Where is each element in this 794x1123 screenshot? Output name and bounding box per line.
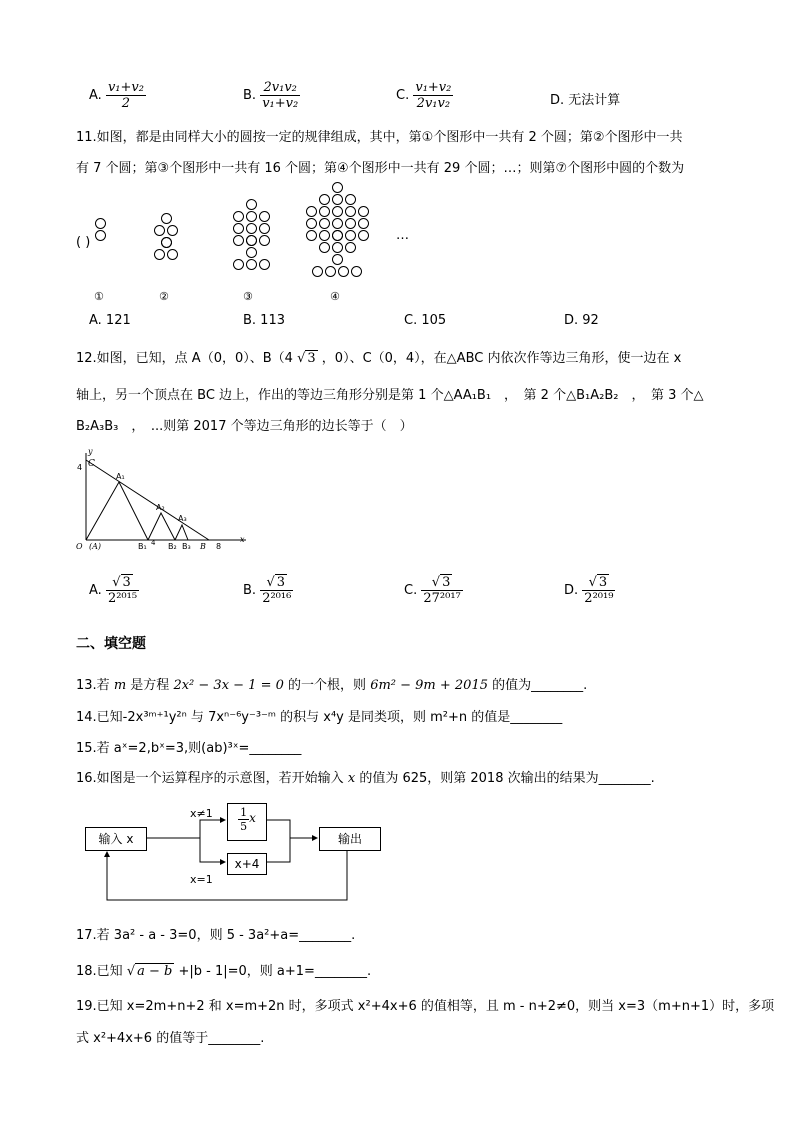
q11-line1: 11.如图，都是由同样大小的圆按一定的规律组成，其中，第①个图形中一共有 2 个圆；第②个图形中一共: [76, 130, 683, 145]
fraction: [238, 806, 249, 833]
q11-answer-paren: ( ): [76, 235, 91, 250]
label-b3: B₃: [182, 542, 191, 551]
q12-line3: B₂A₃B₃ ， ...则第 2017 个等边三角形的边长等于（ ）: [76, 419, 413, 434]
q12-text-b: ，0）、C（0，4），在△ABC 内依次作等边三角形，使一边在 x: [321, 351, 682, 366]
option-label: C.: [396, 88, 410, 103]
triangle-3: [175, 525, 188, 540]
q11-figure-1: [92, 217, 108, 241]
q13-equation: 2x² − 3x − 1 = 0: [173, 678, 284, 693]
q12-option-c: [404, 575, 463, 606]
radicand: 3: [598, 575, 608, 590]
q11-figure-3: [226, 198, 276, 270]
q12-triangle-figure: [74, 445, 254, 555]
q14: 14.已知-2x³ᵐ⁺¹y²ⁿ 与 7xⁿ⁻⁶y⁻³⁻ᵐ 的积与 x⁴y 是同类项，则 m²+n 的值是________: [76, 710, 563, 725]
radicand: 3: [276, 575, 286, 590]
q13-text-b: 是方程: [130, 678, 170, 693]
label-b1: B₁: [138, 542, 147, 551]
denominator: 27²⁰¹⁷: [423, 591, 461, 606]
radicand: 3: [307, 351, 316, 366]
q11-fig-label-2: ②: [159, 290, 169, 303]
flow-label-eq: x=1: [190, 873, 213, 886]
q12-option-a: [89, 575, 139, 606]
q19-line2: 式 x²+4x+6 的值等于________.: [76, 1031, 265, 1046]
circle: [95, 218, 106, 229]
q12-line1: [76, 347, 681, 366]
q13-text-d: 的值为________.: [492, 678, 588, 693]
q11-line2: 有 7 个圆；第③个图形中一共有 16 个圆；第④个图形中一共有 29 个圆；…；则第⑦个图形中圆的个数为: [76, 161, 685, 176]
fraction: [106, 80, 146, 111]
arrow-bottom-out: [265, 838, 290, 862]
denominator: v₁+v₂: [262, 96, 299, 111]
flow-output-box: 输出: [319, 827, 381, 851]
label-a2: A₂: [156, 503, 165, 512]
q17: 17.若 3a² - a - 3=0，则 5 - 3a²+a=________.: [76, 928, 356, 943]
denominator: 2: [121, 96, 131, 111]
q11-fig-label-3: ③: [243, 290, 253, 303]
label-y: y: [88, 447, 93, 456]
flow-divide-box: [227, 803, 267, 841]
fraction: $\frac{√ 3}{\text{27²⁰¹⁷}}$: [423, 575, 461, 606]
denominator: 5: [240, 820, 248, 833]
label-x: x: [240, 535, 245, 544]
fraction: $\frac{√ 3}{\text{2²⁰¹⁹}}$: [584, 575, 614, 606]
q11-figure-2: [148, 212, 184, 260]
q12-text-a: 12.如图，已知，点 A（0，0）、B（4: [76, 351, 293, 366]
flow-plus4-box: x+4: [227, 853, 267, 875]
q12-option-b: [243, 575, 293, 606]
q11-figure-4: [302, 181, 372, 277]
q13-text-c: 的一个根，则: [288, 678, 367, 693]
q16-text-a: 16.如图是一个运算程序的示意图，若开始输入: [76, 771, 344, 786]
flow-input-box: 输入 x: [85, 827, 147, 851]
q11-ellipsis: …: [396, 228, 409, 243]
q10-option-a: [89, 80, 146, 111]
q18-text-a: 18.已知: [76, 964, 123, 979]
numerator: 2v₁v₂: [260, 80, 300, 96]
q11-fig-label-4: ④: [330, 290, 340, 303]
q18-text-b: +|b - 1|=0，则 a+1=________.: [178, 964, 372, 979]
fraction: $\frac{√ 3}{\text{2²⁰¹⁵}}$: [107, 575, 138, 606]
option-label: B.: [243, 583, 257, 598]
option-label: A.: [89, 583, 102, 598]
denominator: 2²⁰¹⁶: [262, 591, 292, 606]
q13-expression: 6m² − 9m + 2015: [370, 678, 488, 693]
option-label: B.: [243, 88, 257, 103]
q10-option-b: [243, 80, 300, 111]
q16-text-b: 的值为 625，则第 2018 次输出的结果为________.: [359, 771, 655, 786]
option-label: D.: [564, 583, 579, 598]
option-label: A.: [89, 88, 102, 103]
numerator: v₁+v₂: [107, 80, 144, 95]
q15: 15.若 aˣ=2,bˣ=3,则(ab)³ˣ=________: [76, 741, 302, 756]
label-b2: B₂: [168, 542, 177, 551]
q18: [76, 960, 371, 979]
denominator: 2²⁰¹⁵: [107, 591, 138, 606]
radicand: 3: [442, 575, 451, 590]
q13: [76, 674, 587, 693]
q11-option-c: C. 105: [404, 313, 447, 328]
flow-label-ne: x≠1: [190, 807, 213, 820]
numerator: v₁+v₂: [415, 80, 452, 95]
q16-var-x: x: [347, 771, 356, 786]
sqrt: √ 3: [297, 351, 316, 366]
q16: [76, 767, 655, 786]
line-bc: [86, 460, 209, 540]
label-a: (A): [89, 542, 102, 551]
denominator: 2²⁰¹⁹: [584, 591, 614, 606]
fraction: $\frac{√ 3}{\text{2²⁰¹⁶}}$: [262, 575, 292, 606]
q10-option-d: D. 无法计算: [550, 93, 621, 108]
q10-option-c: [396, 80, 453, 111]
q11-option-d: D. 92: [564, 313, 599, 328]
radicand: 3: [122, 575, 131, 590]
label-c: C: [88, 459, 95, 469]
q11-option-a: A. 121: [89, 313, 131, 328]
radicand: a − b: [137, 964, 173, 979]
section-heading: 二、填空题: [76, 636, 146, 652]
q19-line1: 19.已知 x=2m+n+2 和 x=m+2n 时，多项式 x²+4x+6 的值相等，且 m - n+2≠0，则当 x=3（m+n+1）时，多项: [76, 999, 775, 1014]
q13-var-m: m: [113, 678, 127, 693]
label-8: 8: [216, 542, 222, 551]
label-b: B: [200, 542, 206, 551]
label-4-x: 4: [151, 539, 156, 547]
q11-option-b: B. 113: [243, 313, 285, 328]
denominator: 2v₁v₂: [416, 96, 451, 111]
triangle-1: [86, 482, 148, 540]
option-label: C.: [404, 583, 418, 598]
circle: [95, 230, 106, 241]
arrow-ne: [145, 820, 225, 838]
q12-option-d: [564, 575, 615, 606]
label-o: O: [76, 542, 83, 551]
label-a1: A₁: [116, 472, 125, 481]
fraction: [260, 80, 300, 111]
triangle-2: [148, 513, 175, 540]
var-x: x: [249, 811, 256, 825]
arrow-top-out: [265, 820, 317, 838]
sqrt: √ a − b: [126, 964, 173, 979]
label-4: 4: [77, 463, 83, 472]
q12-line2: 轴上，另一个顶点在 BC 边上，作出的等边三角形分别是第 1 个△AA₁B₁ ， 第 2 个△B₁A₂B₂ ， 第 3 个△: [76, 388, 704, 403]
fraction: [413, 80, 453, 111]
q11-fig-label-1: ①: [94, 290, 104, 303]
numerator: 1: [240, 806, 248, 819]
q13-text-a: 13.若: [76, 678, 110, 693]
label-a3: A₃: [178, 514, 187, 523]
arrow-eq: [145, 838, 225, 862]
